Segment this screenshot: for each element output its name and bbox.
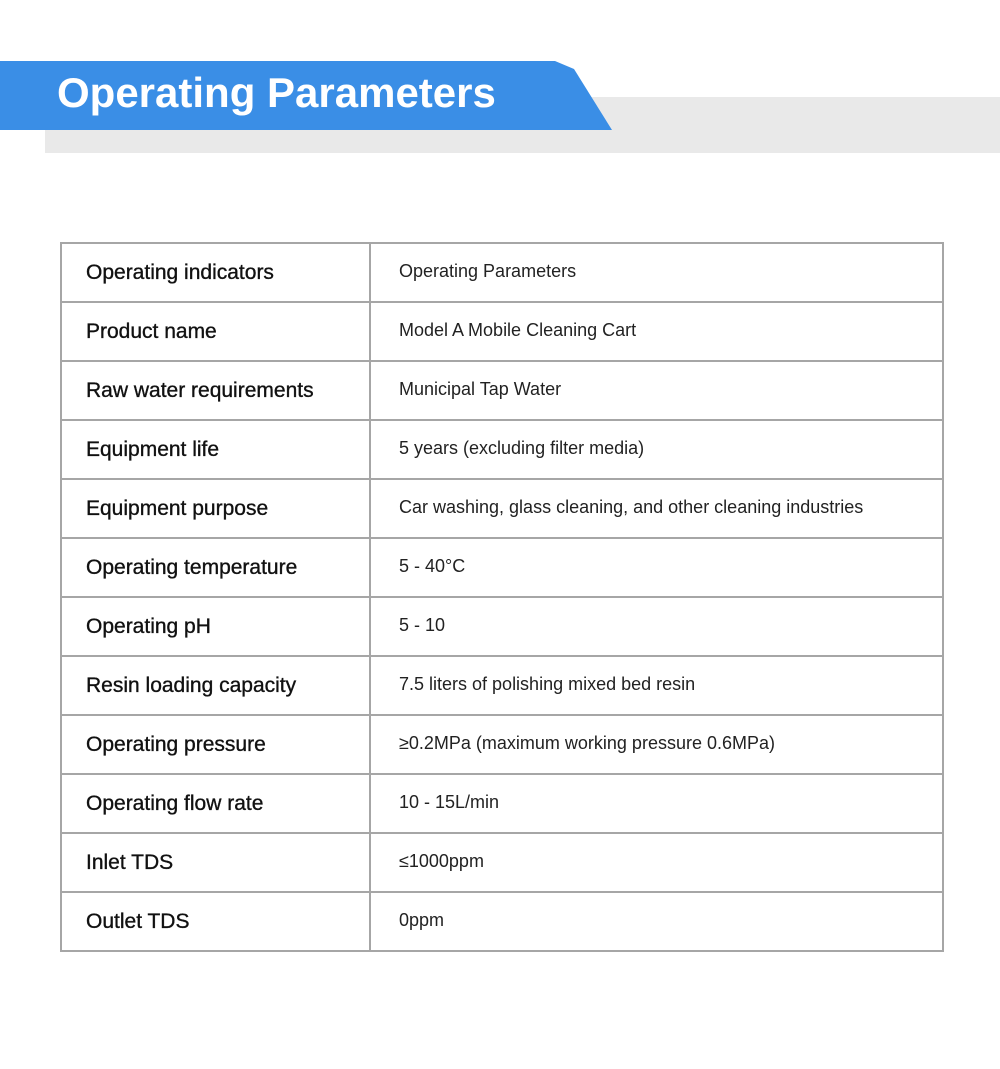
parameter-value: 5 - 40°C	[370, 538, 943, 597]
table-row	[61, 715, 943, 774]
parameter-value: 7.5 liters of polishing mixed bed resin	[370, 656, 943, 715]
parameter-label: Operating temperature	[61, 538, 370, 597]
table-row	[61, 774, 943, 833]
table-row	[61, 361, 943, 420]
table-row	[61, 243, 943, 302]
parameter-value: Car washing, glass cleaning, and other cleaning industries	[370, 479, 943, 538]
table-row	[61, 892, 943, 951]
table-row	[61, 479, 943, 538]
parameter-label: Operating flow rate	[61, 774, 370, 833]
table-row	[61, 538, 943, 597]
parameter-value: ≥0.2MPa (maximum working pressure 0.6MPa)	[370, 715, 943, 774]
parameter-value: 0ppm	[370, 892, 943, 951]
parameter-label: Equipment purpose	[61, 479, 370, 538]
table-row	[61, 420, 943, 479]
parameter-label: Inlet TDS	[61, 833, 370, 892]
parameter-value: 5 - 10	[370, 597, 943, 656]
page-title: Operating Parameters	[57, 69, 496, 116]
parameter-value: Model A Mobile Cleaning Cart	[370, 302, 943, 361]
parameter-value: ≤1000ppm	[370, 833, 943, 892]
parameter-label: Equipment life	[61, 420, 370, 479]
parameters-table	[60, 242, 944, 952]
table-row	[61, 656, 943, 715]
parameter-label: Outlet TDS	[61, 892, 370, 951]
parameter-value: 5 years (excluding filter media)	[370, 420, 943, 479]
parameter-label: Operating pH	[61, 597, 370, 656]
parameter-value: Operating Parameters	[370, 243, 943, 302]
parameter-label: Raw water requirements	[61, 361, 370, 420]
table-row	[61, 833, 943, 892]
parameter-label: Operating indicators	[61, 243, 370, 302]
parameter-value: 10 - 15L/min	[370, 774, 943, 833]
parameter-label: Product name	[61, 302, 370, 361]
table-row	[61, 597, 943, 656]
table-row	[61, 302, 943, 361]
parameter-label: Operating pressure	[61, 715, 370, 774]
parameter-value: Municipal Tap Water	[370, 361, 943, 420]
parameter-label: Resin loading capacity	[61, 656, 370, 715]
